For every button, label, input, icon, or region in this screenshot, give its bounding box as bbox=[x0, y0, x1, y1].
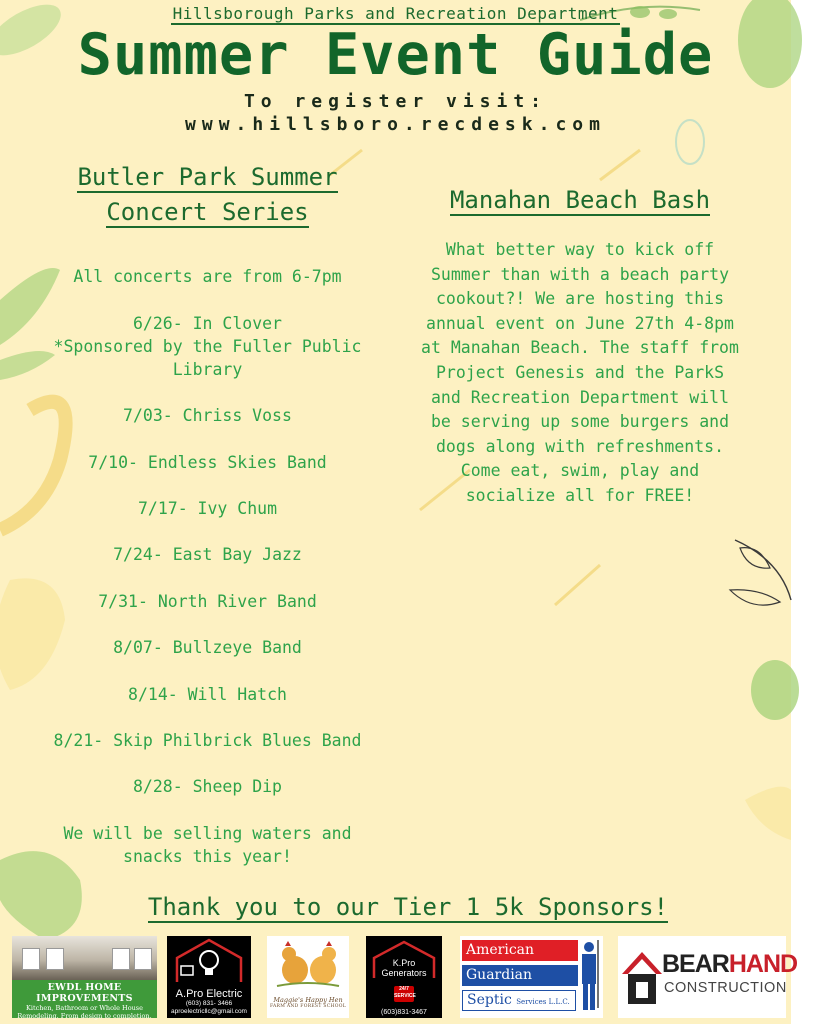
concert-item: 7/03- Chriss Voss bbox=[123, 406, 292, 425]
concert-time-note: All concerts are from 6-7pm bbox=[73, 267, 342, 286]
house-roof-icon bbox=[620, 944, 664, 1014]
sponsor-logo-bearhand-construction: BEARHAND CONSTRUCTION bbox=[618, 936, 786, 1018]
concert-item: 8/28- Sheep Dip bbox=[132, 777, 282, 796]
page-title: Summer Event Guide bbox=[77, 22, 714, 88]
kitchen-photo-icon bbox=[12, 936, 157, 980]
register-label: To register visit: bbox=[243, 91, 548, 112]
sponsor-logo-kpro-generators: K.Pro Generators 24/7 SERVICE (603)831-3467 bbox=[366, 936, 442, 1018]
concert-series-heading: Butler Park Summer Concert Series bbox=[77, 163, 338, 226]
department-name: Hillsborough Parks and Recreation Department bbox=[172, 4, 619, 23]
concert-item: 6/26- In Clover *Sponsored by the Fuller Public Library bbox=[53, 314, 362, 379]
concert-item: 8/07- Bullzeye Band bbox=[113, 638, 302, 657]
concert-item: 7/24- East Bay Jazz bbox=[113, 545, 302, 564]
service-badge: 24/7 SERVICE bbox=[394, 986, 414, 1002]
house-bulb-icon bbox=[167, 936, 251, 986]
sponsor-logo-apro-electric: A.Pro Electric (603) 831- 3466 aproelectricllc@gmail.com bbox=[167, 936, 251, 1018]
sponsor-logo-american-guardian-septic: American Guardian Septic Services L.L.C. bbox=[460, 936, 603, 1018]
sponsor-logo-maggies-happy-hen: Maggie's Happy Hen FARM AND FOREST SCHOOL bbox=[267, 936, 349, 1018]
register-info bbox=[0, 90, 791, 136]
concert-item: 8/21- Skip Philbrick Blues Band bbox=[53, 731, 362, 750]
register-url[interactable]: www.hillsboro.recdesk.com bbox=[185, 114, 606, 135]
hen-icon bbox=[267, 936, 349, 996]
minuteman-figure-icon bbox=[576, 938, 602, 1016]
concert-item: 7/17- Ivy Chum bbox=[137, 499, 278, 518]
concert-item: 7/10- Endless Skies Band bbox=[88, 453, 327, 472]
sponsors-heading: Thank you to our Tier 1 5k Sponsors! bbox=[147, 893, 669, 921]
beach-bash-heading: Manahan Beach Bash bbox=[449, 186, 711, 214]
sponsor-logo-ewdl: EWDL HOME IMPROVEMENTS Kitchen, Bathroom or Whole House Remodeling. From design to completion. bbox=[12, 936, 157, 1018]
concert-item: 8/14- Will Hatch bbox=[128, 685, 287, 704]
concert-closing-note: We will be selling waters and snacks this year! bbox=[63, 824, 352, 866]
concert-item: 7/31- North River Band bbox=[98, 592, 317, 611]
beach-bash-description: What better way to kick off Summer than with a beach party cookout?! We are hosting this annual event on June 27th 4-8pm at Manahan Beach. The staff from Project Genesis and the ParkS and Recreation Department will be serving up some burgers and dogs along with refreshments. Come eat, swim, play and socialize all for FREE! bbox=[421, 240, 739, 505]
